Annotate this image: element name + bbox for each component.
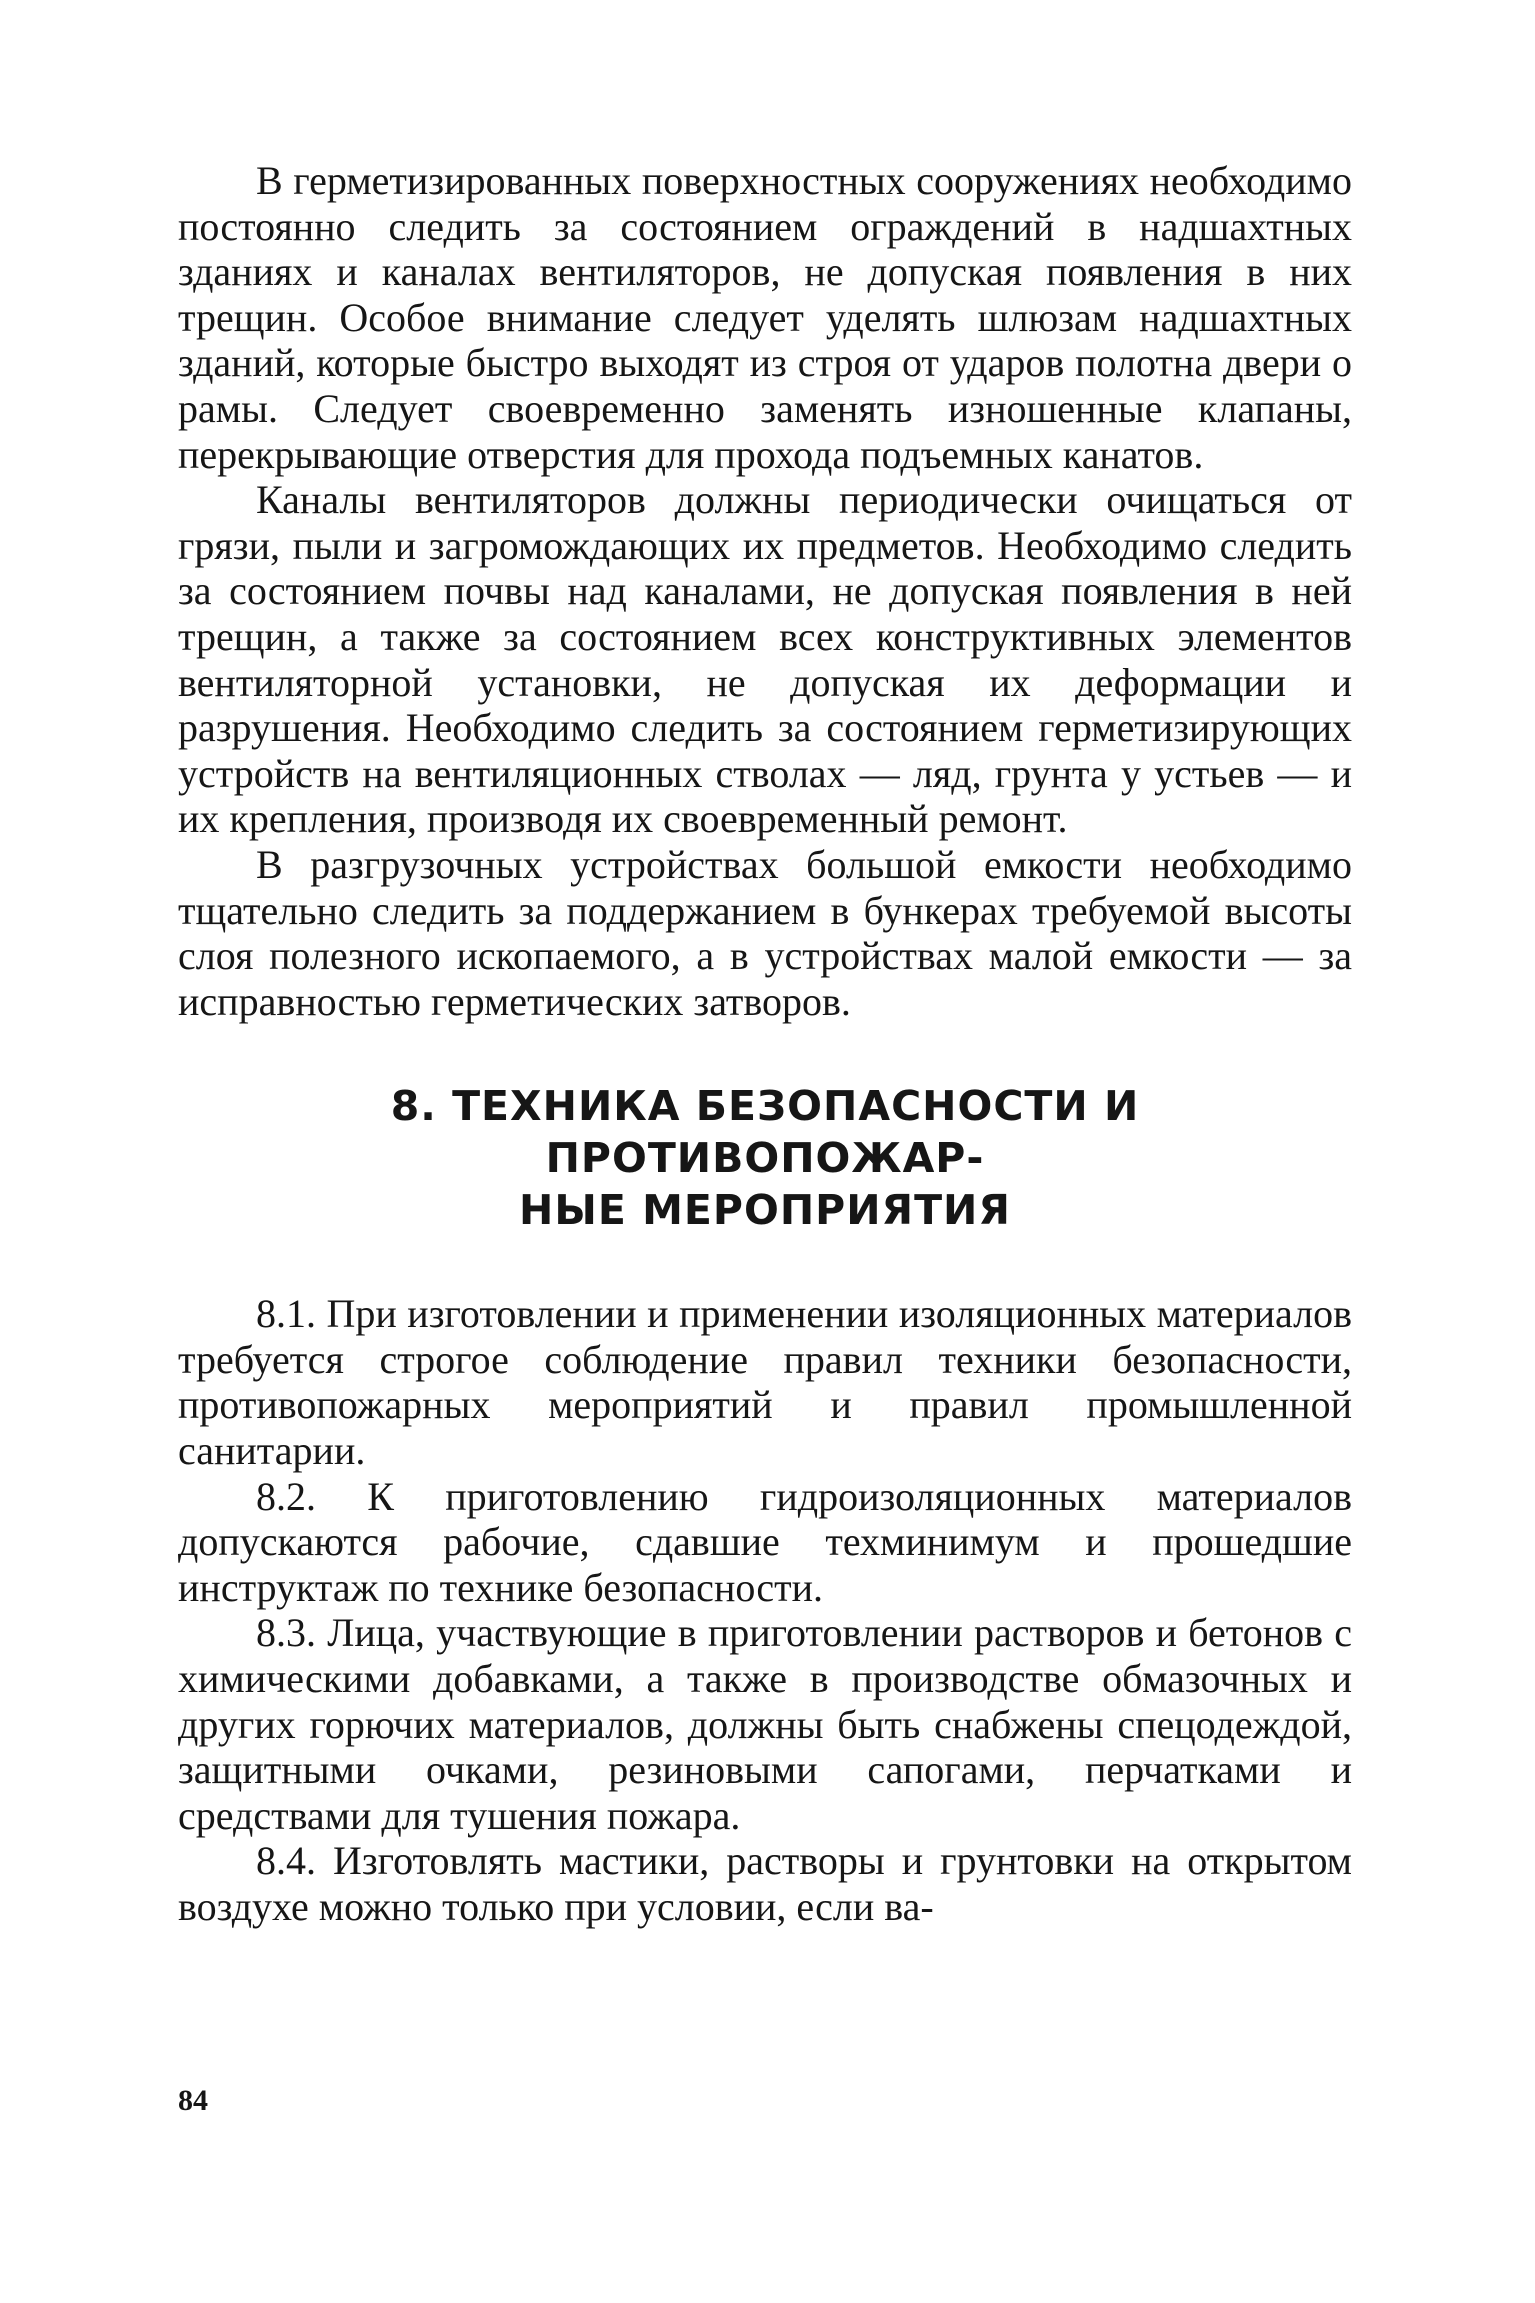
- paragraph-fan-channels: Каналы вентиляторов должны периодически очищаться от грязи, пыли и загромождающих их предметов. Необходимо следить за состоянием почвы над каналами, не допуская появления в ней трещин, а также за состоянием всех конструктивных элементов вентиляторной установки, не допуская их деформации и разрушения. Необходимо следить за состоянием герметизирующих устройств на вентиляционных стволах — ляд, грунта у устьев — и их крепления, производя их своевременный ремонт.: [178, 477, 1352, 842]
- page-number: 84: [178, 2084, 208, 2117]
- paragraph-8-2: 8.2. К приготовлению гидроизоляционных материалов допускаются рабочие, сдавшие техминимум и прошедшие инструктаж по технике безопасности.: [178, 1473, 1352, 1610]
- paragraph-8-4: 8.4. Изготовлять мастики, растворы и грунтовки на открытом воздухе можно только при условии, если ва-: [178, 1838, 1352, 1929]
- page-body: [178, 158, 1352, 1930]
- section-text: [178, 1291, 1352, 1929]
- section-heading: [178, 1080, 1352, 1236]
- paragraph-8-3: 8.3. Лица, участвующие в приготовлении растворов и бетонов с химическими добавками, а также в производстве обмазочных и других горючих материалов, должны быть снабжены спецодеждой, защитными очками, резиновыми сапогами, перчатками и средствами для тушения пожара.: [178, 1610, 1352, 1838]
- paragraph-unloading-devices: В разгрузочных устройствах большой емкости необходимо тщательно следить за поддержанием в бункерах требуемой высоты слоя полезного ископаемого, а в устройствах малой емкости — за исправностью герметических затворов.: [178, 841, 1352, 1024]
- section-heading-line-1: 8. ТЕХНИКА БЕЗОПАСНОСТИ И ПРОТИВОПОЖАР-: [390, 1082, 1140, 1183]
- paragraph-sealed-structures: В герметизированных поверхностных сооружениях необходимо постоянно следить за состоянием ограждений в надшахтных зданиях и каналах вентиляторов, не допуская появления в них трещин. Особое внимание следует уделять шлюзам надшахтных зданий, которые быстро выходят из строя от ударов полотна двери о рамы. Следует своевременно заменять изношенные клапаны, перекрывающие отверстия для прохода подъемных канатов.: [178, 158, 1352, 477]
- section-heading-line-2: НЫЕ МЕРОПРИЯТИЯ: [519, 1186, 1011, 1235]
- paragraph-8-1: 8.1. При изготовлении и применении изоляционных материалов требуется строгое соблюдение правил техники безопасности, противопожарных мероприятий и правил промышленной санитарии.: [178, 1291, 1352, 1474]
- intro-text: [178, 158, 1352, 1024]
